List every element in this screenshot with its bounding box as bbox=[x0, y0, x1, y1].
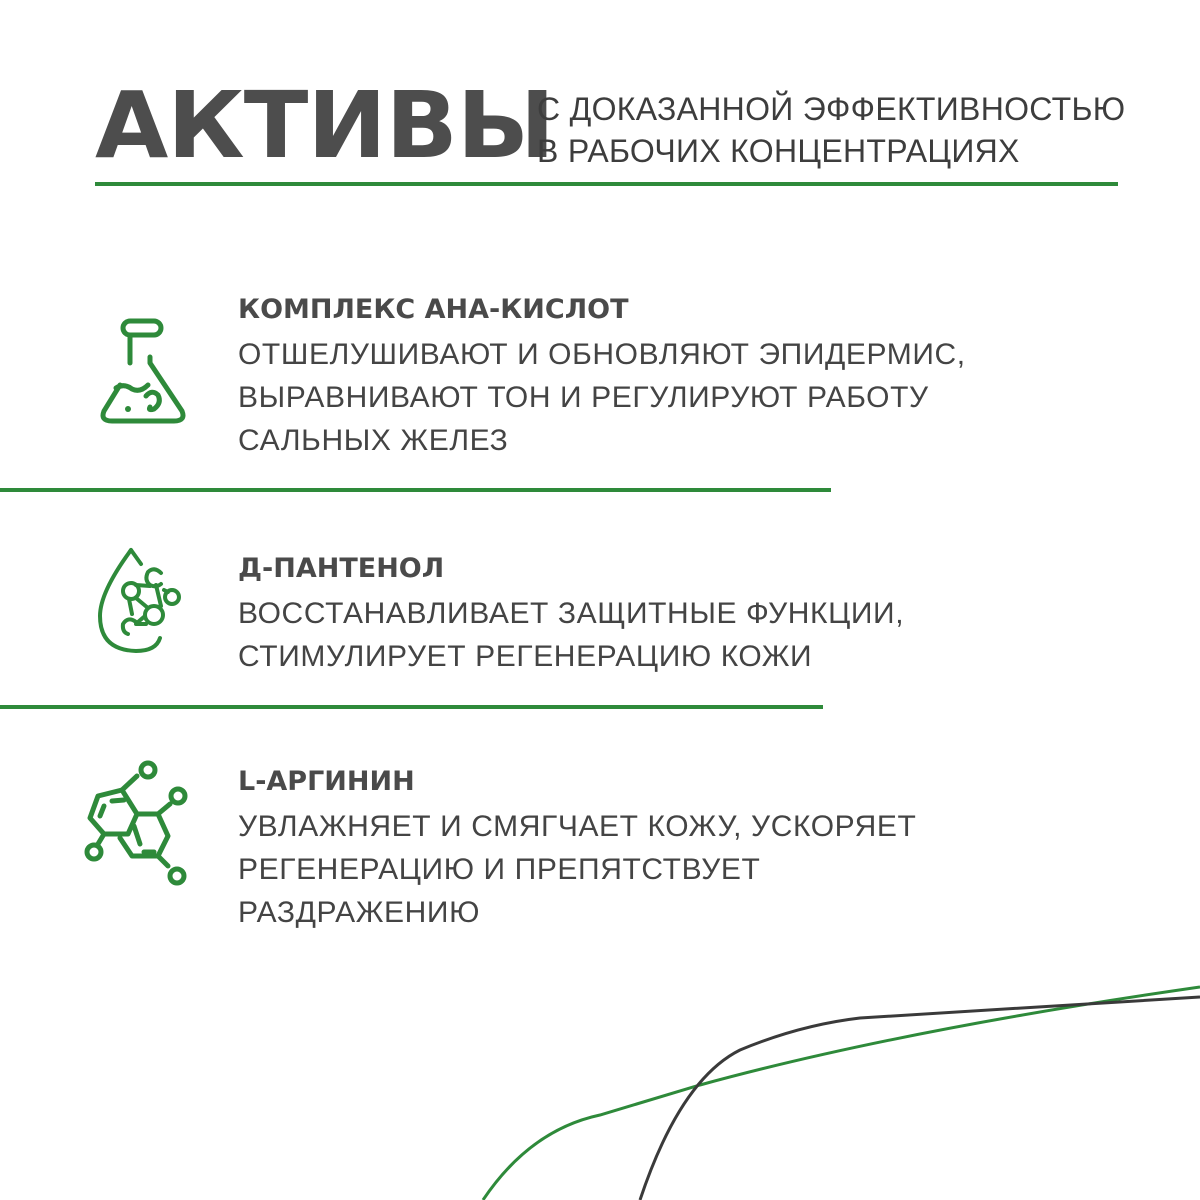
page-title: АКТИВЫ bbox=[95, 72, 554, 179]
item-description bbox=[238, 333, 966, 462]
active-item-aha bbox=[238, 292, 966, 462]
description-line: РЕГЕНЕРАЦИЮ И ПРЕПЯТСТВУЕТ bbox=[238, 853, 761, 886]
flask-icon bbox=[100, 315, 190, 430]
dark-curve bbox=[640, 997, 1200, 1200]
subtitle-line: В РАБОЧИХ КОНЦЕНТРАЦИЯХ bbox=[537, 133, 1020, 169]
molecule-structure-icon bbox=[82, 760, 192, 890]
description-line: СТИМУЛИРУЕТ РЕГЕНЕРАЦИЮ КОЖИ bbox=[238, 640, 813, 673]
description-line: ВОССТАНАВЛИВАЕТ ЗАЩИТНЫЕ ФУНКЦИИ, bbox=[238, 597, 905, 630]
description-line: УВЛАЖНЯЕТ И СМЯГЧАЕТ КОЖУ, УСКОРЯЕТ bbox=[238, 810, 917, 843]
drop-molecule-icon bbox=[98, 542, 193, 657]
page-subtitle bbox=[537, 88, 1125, 172]
active-item-arginine bbox=[238, 764, 916, 934]
active-item-panthenol bbox=[238, 551, 904, 678]
item-title: КОМПЛЕКС АНА-КИСЛОТ bbox=[238, 294, 629, 325]
section-divider bbox=[0, 488, 831, 492]
section-divider bbox=[0, 705, 823, 709]
description-line: ОТШЕЛУШИВАЮТ И ОБНОВЛЯЮТ ЭПИДЕРМИС, bbox=[238, 338, 966, 371]
item-title: Д-ПАНТЕНОЛ bbox=[238, 553, 445, 584]
description-line: САЛЬНЫХ ЖЕЛЕЗ bbox=[238, 424, 509, 457]
green-curve bbox=[483, 987, 1200, 1200]
item-description bbox=[238, 592, 904, 678]
item-description bbox=[238, 805, 916, 934]
item-title: L-АРГИНИН bbox=[238, 766, 415, 797]
subtitle-line: С ДОКАЗАННОЙ ЭФФЕКТИВНОСТЬЮ bbox=[537, 91, 1126, 127]
description-line: ВЫРАВНИВАЮТ ТОН И РЕГУЛИРУЮТ РАБОТУ bbox=[238, 381, 929, 414]
description-line: РАЗДРАЖЕНИЮ bbox=[238, 896, 480, 929]
header-divider bbox=[95, 182, 1118, 186]
